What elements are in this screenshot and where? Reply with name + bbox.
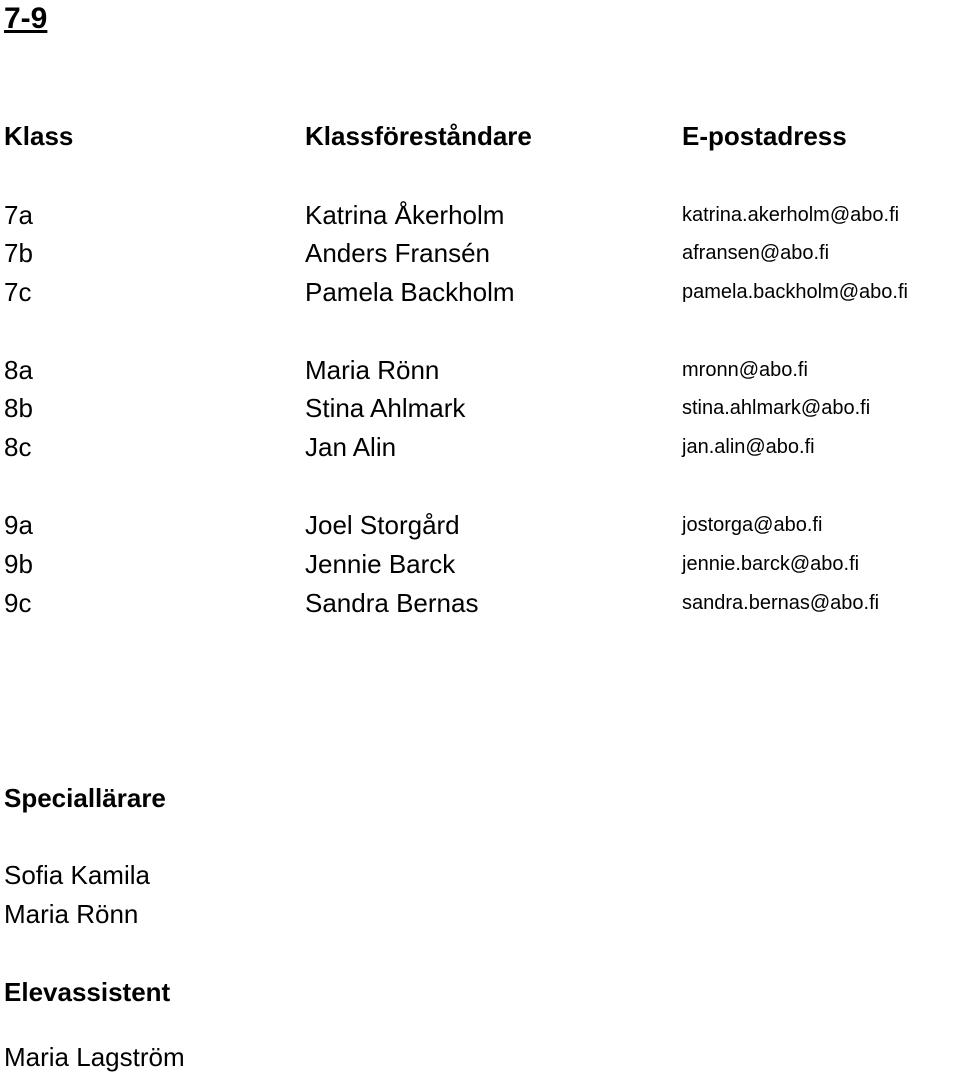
class-cell: 7a [4, 200, 33, 230]
teacher-cell: Katrina Åkerholm [305, 200, 505, 230]
table-row-8c [0, 428, 960, 466]
table-row-7b [0, 234, 960, 272]
email-link[interactable]: jostorga@abo.fi [682, 514, 823, 536]
email-link[interactable]: sandra.bernas@abo.fi [682, 592, 880, 614]
table-row-9c [0, 584, 960, 622]
student-assistant-heading: Elevassistent [4, 977, 171, 1007]
table-row-9b [0, 545, 960, 583]
class-cell: 8b [4, 393, 33, 423]
special-teacher-name: Sofia Kamila [4, 860, 150, 890]
class-cell: 8c [4, 432, 32, 462]
email-link[interactable]: mronn@abo.fi [682, 359, 808, 381]
teacher-cell: Anders Fransén [305, 238, 490, 268]
table-row-7a [0, 196, 960, 234]
table-row-7c [0, 273, 960, 311]
email-link[interactable]: stina.ahlmark@abo.fi [682, 397, 871, 419]
student-assistant-name: Maria Lagström [4, 1042, 185, 1072]
special-teacher-name: Maria Rönn [4, 899, 139, 929]
column-header-teacher: Klassföreståndare [305, 121, 532, 151]
teacher-cell: Joel Storgård [305, 510, 460, 540]
email-link[interactable]: katrina.akerholm@abo.fi [682, 204, 900, 226]
email-link[interactable]: pamela.backholm@abo.fi [682, 281, 908, 303]
column-header-email: E-postadress [682, 121, 847, 151]
class-cell: 7c [4, 277, 32, 307]
class-cell: 9b [4, 549, 33, 579]
table-row-9a [0, 506, 960, 544]
email-link[interactable]: jan.alin@abo.fi [682, 436, 815, 458]
class-cell: 8a [4, 355, 33, 385]
teacher-cell: Jennie Barck [305, 549, 456, 579]
table-row-8b [0, 389, 960, 427]
teacher-cell: Pamela Backholm [305, 277, 515, 307]
teacher-cell: Jan Alin [305, 432, 397, 462]
teacher-cell: Stina Ahlmark [305, 393, 466, 423]
table-row-8a [0, 351, 960, 389]
page-title: 7-9 [4, 2, 48, 35]
email-link[interactable]: jennie.barck@abo.fi [682, 553, 860, 575]
special-teachers-heading: Speciallärare [4, 783, 166, 813]
teacher-cell: Maria Rönn [305, 355, 440, 385]
teacher-cell: Sandra Bernas [305, 588, 479, 618]
class-cell: 7b [4, 238, 33, 268]
column-header-class: Klass [4, 121, 74, 151]
email-link[interactable]: afransen@abo.fi [682, 242, 830, 264]
class-cell: 9a [4, 510, 33, 540]
class-cell: 9c [4, 588, 32, 618]
